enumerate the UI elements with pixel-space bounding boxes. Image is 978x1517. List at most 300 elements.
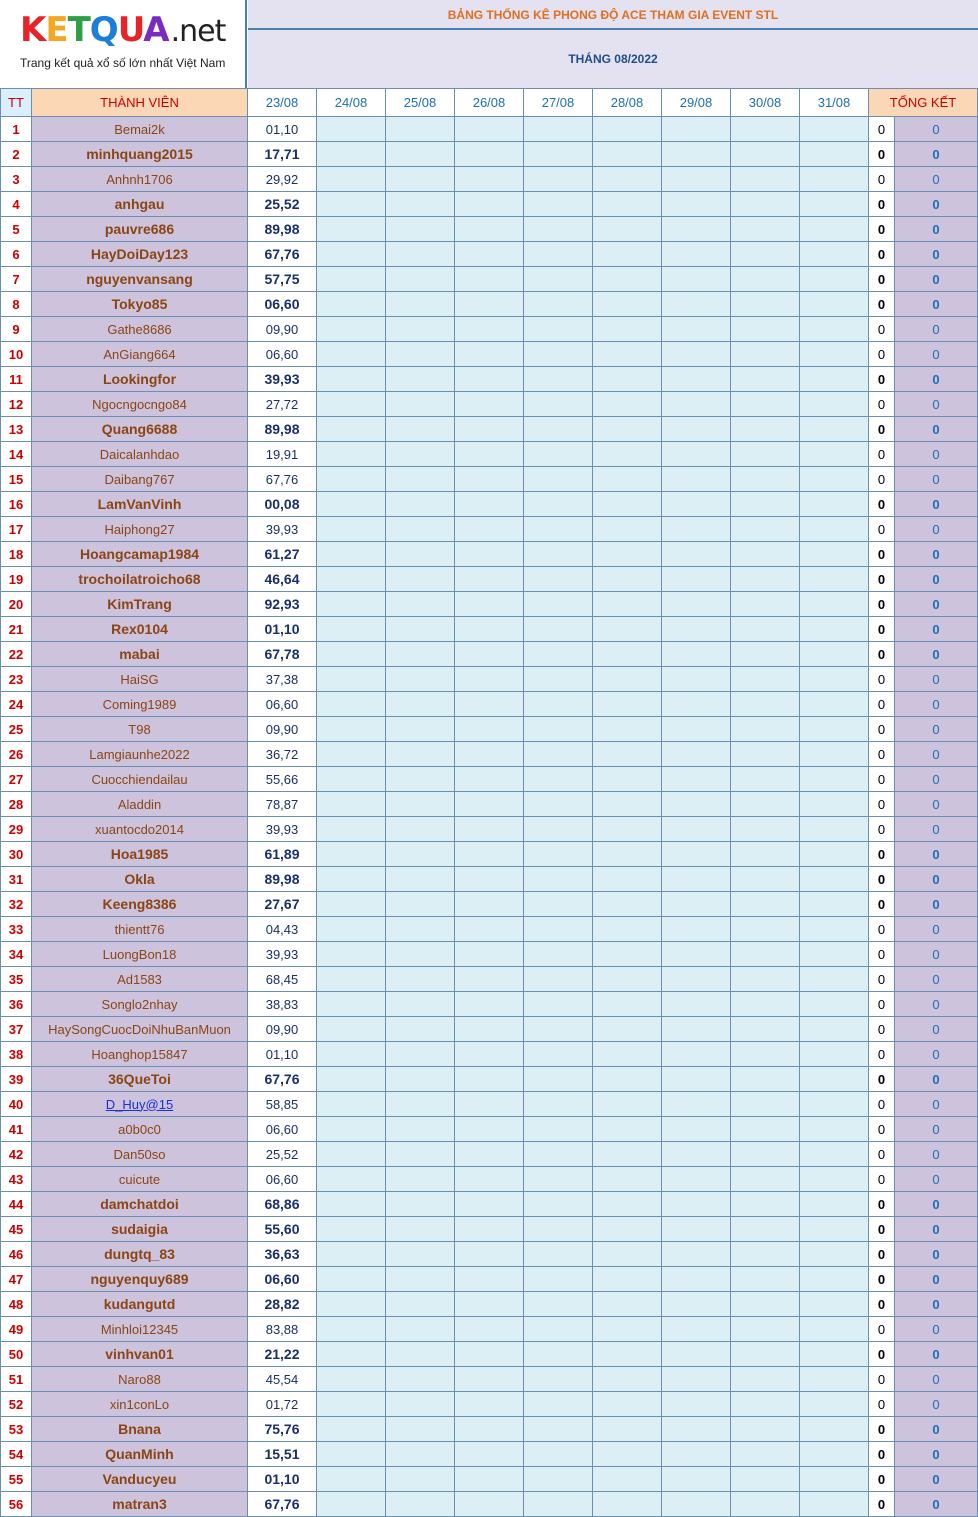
day-cell-empty[interactable] xyxy=(593,567,662,592)
day-cell-empty[interactable] xyxy=(662,492,731,517)
day-cell-empty[interactable] xyxy=(386,767,455,792)
day-cell-empty[interactable] xyxy=(800,942,869,967)
day-cell-empty[interactable] xyxy=(386,692,455,717)
day-cell-empty[interactable] xyxy=(317,1442,386,1467)
day-cell-empty[interactable] xyxy=(317,1267,386,1292)
day-cell-empty[interactable] xyxy=(455,1342,524,1367)
day-cell-empty[interactable] xyxy=(662,1342,731,1367)
day-cell-empty[interactable] xyxy=(731,542,800,567)
day-cell-empty[interactable] xyxy=(524,1167,593,1192)
day-cell-empty[interactable] xyxy=(593,167,662,192)
day-cell-empty[interactable] xyxy=(524,1117,593,1142)
day-cell-empty[interactable] xyxy=(800,617,869,642)
day-cell-empty[interactable] xyxy=(593,242,662,267)
day-cell-empty[interactable] xyxy=(800,1342,869,1367)
day-cell-empty[interactable] xyxy=(524,392,593,417)
day-cell-empty[interactable] xyxy=(593,1042,662,1067)
day-cell-empty[interactable] xyxy=(524,467,593,492)
day-cell-empty[interactable] xyxy=(593,1142,662,1167)
day-cell-empty[interactable] xyxy=(662,442,731,467)
day-cell-empty[interactable] xyxy=(662,942,731,967)
day-cell-empty[interactable] xyxy=(317,1117,386,1142)
day-cell-empty[interactable] xyxy=(524,917,593,942)
day-cell-empty[interactable] xyxy=(731,1267,800,1292)
day-cell-empty[interactable] xyxy=(800,1467,869,1492)
day-cell-empty[interactable] xyxy=(386,492,455,517)
day-cell-empty[interactable] xyxy=(524,142,593,167)
day-cell-empty[interactable] xyxy=(593,792,662,817)
day-cell-empty[interactable] xyxy=(593,1017,662,1042)
day-cell-empty[interactable] xyxy=(800,917,869,942)
day-cell-empty[interactable] xyxy=(386,1267,455,1292)
day-cell-empty[interactable] xyxy=(455,767,524,792)
day-cell-empty[interactable] xyxy=(386,1342,455,1367)
day-cell-empty[interactable] xyxy=(593,1192,662,1217)
day-cell-empty[interactable] xyxy=(386,567,455,592)
day-cell-empty[interactable] xyxy=(455,842,524,867)
day-cell-empty[interactable] xyxy=(662,692,731,717)
day-cell-empty[interactable] xyxy=(662,1192,731,1217)
day-cell-empty[interactable] xyxy=(800,117,869,142)
day-cell-empty[interactable] xyxy=(317,1067,386,1092)
day-cell-empty[interactable] xyxy=(731,1167,800,1192)
day-cell-empty[interactable] xyxy=(593,492,662,517)
day-cell-empty[interactable] xyxy=(593,517,662,542)
day-cell-empty[interactable] xyxy=(386,1042,455,1067)
day-cell-empty[interactable] xyxy=(593,192,662,217)
day-cell-empty[interactable] xyxy=(386,867,455,892)
day-cell-empty[interactable] xyxy=(800,317,869,342)
day-cell-empty[interactable] xyxy=(731,392,800,417)
day-cell-empty[interactable] xyxy=(731,1192,800,1217)
day-cell-empty[interactable] xyxy=(662,542,731,567)
day-cell-empty[interactable] xyxy=(455,1192,524,1217)
day-cell-empty[interactable] xyxy=(662,192,731,217)
day-cell-empty[interactable] xyxy=(455,317,524,342)
day-cell-empty[interactable] xyxy=(386,417,455,442)
day-cell-empty[interactable] xyxy=(317,242,386,267)
day-cell-empty[interactable] xyxy=(593,1442,662,1467)
day-cell-empty[interactable] xyxy=(317,292,386,317)
day-cell-empty[interactable] xyxy=(386,517,455,542)
day-cell-empty[interactable] xyxy=(455,1117,524,1142)
day-cell-empty[interactable] xyxy=(386,1392,455,1417)
day-cell-empty[interactable] xyxy=(455,717,524,742)
day-cell-empty[interactable] xyxy=(317,467,386,492)
day-cell-empty[interactable] xyxy=(731,342,800,367)
day-cell-empty[interactable] xyxy=(455,292,524,317)
day-cell-empty[interactable] xyxy=(593,867,662,892)
day-cell-empty[interactable] xyxy=(386,167,455,192)
day-cell-empty[interactable] xyxy=(455,817,524,842)
day-cell-empty[interactable] xyxy=(662,342,731,367)
day-cell-empty[interactable] xyxy=(662,1017,731,1042)
day-cell-empty[interactable] xyxy=(524,417,593,442)
day-cell-empty[interactable] xyxy=(386,292,455,317)
day-cell-empty[interactable] xyxy=(593,392,662,417)
day-cell-empty[interactable] xyxy=(731,317,800,342)
day-cell-empty[interactable] xyxy=(317,842,386,867)
day-cell-empty[interactable] xyxy=(524,617,593,642)
day-cell-empty[interactable] xyxy=(524,592,593,617)
day-cell-empty[interactable] xyxy=(800,217,869,242)
day-cell-empty[interactable] xyxy=(317,967,386,992)
day-cell-empty[interactable] xyxy=(455,1492,524,1517)
day-cell-empty[interactable] xyxy=(800,1067,869,1092)
day-cell-empty[interactable] xyxy=(386,317,455,342)
day-cell-empty[interactable] xyxy=(317,317,386,342)
day-cell-empty[interactable] xyxy=(800,1017,869,1042)
day-cell-empty[interactable] xyxy=(524,767,593,792)
day-cell-empty[interactable] xyxy=(731,992,800,1017)
day-cell-empty[interactable] xyxy=(386,842,455,867)
day-cell-empty[interactable] xyxy=(593,992,662,1017)
day-cell-empty[interactable] xyxy=(386,992,455,1017)
day-cell-empty[interactable] xyxy=(524,367,593,392)
day-cell-empty[interactable] xyxy=(593,642,662,667)
day-cell-empty[interactable] xyxy=(524,167,593,192)
day-cell-empty[interactable] xyxy=(593,342,662,367)
day-cell-empty[interactable] xyxy=(386,267,455,292)
day-cell-empty[interactable] xyxy=(386,1067,455,1092)
day-cell-empty[interactable] xyxy=(317,917,386,942)
day-cell-empty[interactable] xyxy=(731,467,800,492)
day-cell-empty[interactable] xyxy=(455,642,524,667)
day-cell-empty[interactable] xyxy=(800,1042,869,1067)
day-cell-empty[interactable] xyxy=(593,442,662,467)
day-cell-empty[interactable] xyxy=(317,542,386,567)
day-cell-empty[interactable] xyxy=(593,1342,662,1367)
day-cell-empty[interactable] xyxy=(524,542,593,567)
day-cell-empty[interactable] xyxy=(317,1492,386,1517)
day-cell-empty[interactable] xyxy=(662,1167,731,1192)
day-cell-empty[interactable] xyxy=(317,367,386,392)
day-cell-empty[interactable] xyxy=(317,1092,386,1117)
day-cell-empty[interactable] xyxy=(455,1417,524,1442)
day-cell-empty[interactable] xyxy=(662,467,731,492)
day-cell-empty[interactable] xyxy=(662,642,731,667)
day-cell-empty[interactable] xyxy=(455,692,524,717)
day-cell-empty[interactable] xyxy=(386,617,455,642)
day-cell-empty[interactable] xyxy=(593,692,662,717)
day-cell-empty[interactable] xyxy=(317,892,386,917)
day-cell-empty[interactable] xyxy=(524,817,593,842)
day-cell-empty[interactable] xyxy=(386,642,455,667)
day-cell-empty[interactable] xyxy=(800,792,869,817)
day-cell-empty[interactable] xyxy=(455,367,524,392)
day-cell-empty[interactable] xyxy=(662,1317,731,1342)
day-cell-empty[interactable] xyxy=(386,717,455,742)
day-cell-empty[interactable] xyxy=(593,1417,662,1442)
day-cell-empty[interactable] xyxy=(455,1242,524,1267)
day-cell-empty[interactable] xyxy=(593,1492,662,1517)
day-cell-empty[interactable] xyxy=(731,1217,800,1242)
day-cell-empty[interactable] xyxy=(317,1417,386,1442)
day-cell-empty[interactable] xyxy=(593,667,662,692)
day-cell-empty[interactable] xyxy=(317,617,386,642)
day-cell-empty[interactable] xyxy=(731,767,800,792)
day-cell-empty[interactable] xyxy=(455,117,524,142)
day-cell-empty[interactable] xyxy=(386,667,455,692)
day-cell-empty[interactable] xyxy=(662,217,731,242)
day-cell-empty[interactable] xyxy=(524,642,593,667)
day-cell-empty[interactable] xyxy=(662,1267,731,1292)
day-cell-empty[interactable] xyxy=(317,592,386,617)
day-cell-empty[interactable] xyxy=(524,717,593,742)
day-cell-empty[interactable] xyxy=(800,542,869,567)
day-cell-empty[interactable] xyxy=(731,117,800,142)
day-cell-empty[interactable] xyxy=(524,317,593,342)
day-cell-empty[interactable] xyxy=(317,417,386,442)
day-cell-empty[interactable] xyxy=(731,492,800,517)
day-cell-empty[interactable] xyxy=(662,1292,731,1317)
day-cell-empty[interactable] xyxy=(662,792,731,817)
day-cell-empty[interactable] xyxy=(386,1417,455,1442)
day-cell-empty[interactable] xyxy=(455,1167,524,1192)
day-cell-empty[interactable] xyxy=(593,1267,662,1292)
day-cell-empty[interactable] xyxy=(731,692,800,717)
day-cell-empty[interactable] xyxy=(317,567,386,592)
day-cell-empty[interactable] xyxy=(800,1167,869,1192)
day-cell-empty[interactable] xyxy=(731,517,800,542)
day-cell-empty[interactable] xyxy=(662,717,731,742)
day-cell-empty[interactable] xyxy=(593,892,662,917)
day-cell-empty[interactable] xyxy=(317,1217,386,1242)
day-cell-empty[interactable] xyxy=(317,1467,386,1492)
day-cell-empty[interactable] xyxy=(731,1292,800,1317)
day-cell-empty[interactable] xyxy=(731,917,800,942)
day-cell-empty[interactable] xyxy=(386,1292,455,1317)
day-cell-empty[interactable] xyxy=(800,817,869,842)
day-cell-empty[interactable] xyxy=(800,767,869,792)
day-cell-empty[interactable] xyxy=(593,742,662,767)
day-cell-empty[interactable] xyxy=(455,1042,524,1067)
day-cell-empty[interactable] xyxy=(524,967,593,992)
day-cell-empty[interactable] xyxy=(731,1067,800,1092)
day-cell-empty[interactable] xyxy=(524,1342,593,1367)
day-cell-empty[interactable] xyxy=(317,142,386,167)
day-cell-empty[interactable] xyxy=(800,442,869,467)
day-cell-empty[interactable] xyxy=(731,1492,800,1517)
day-cell-empty[interactable] xyxy=(317,817,386,842)
day-cell-empty[interactable] xyxy=(386,592,455,617)
day-cell-empty[interactable] xyxy=(800,667,869,692)
day-cell-empty[interactable] xyxy=(593,967,662,992)
day-cell-empty[interactable] xyxy=(731,942,800,967)
day-cell-empty[interactable] xyxy=(662,292,731,317)
day-cell-empty[interactable] xyxy=(386,367,455,392)
day-cell-empty[interactable] xyxy=(593,1367,662,1392)
day-cell-empty[interactable] xyxy=(455,942,524,967)
day-cell-empty[interactable] xyxy=(455,542,524,567)
day-cell-empty[interactable] xyxy=(317,642,386,667)
day-cell-empty[interactable] xyxy=(731,1367,800,1392)
day-cell-empty[interactable] xyxy=(386,1092,455,1117)
day-cell-empty[interactable] xyxy=(524,1267,593,1292)
day-cell-empty[interactable] xyxy=(524,567,593,592)
day-cell-empty[interactable] xyxy=(455,1442,524,1467)
day-cell-empty[interactable] xyxy=(317,1017,386,1042)
day-cell-empty[interactable] xyxy=(662,867,731,892)
day-cell-empty[interactable] xyxy=(386,1317,455,1342)
day-cell-empty[interactable] xyxy=(317,717,386,742)
day-cell-empty[interactable] xyxy=(386,742,455,767)
day-cell-empty[interactable] xyxy=(800,517,869,542)
day-cell-empty[interactable] xyxy=(317,742,386,767)
day-cell-empty[interactable] xyxy=(386,817,455,842)
day-cell-empty[interactable] xyxy=(731,817,800,842)
day-cell-empty[interactable] xyxy=(455,1292,524,1317)
day-cell-empty[interactable] xyxy=(455,1392,524,1417)
day-cell-empty[interactable] xyxy=(593,1467,662,1492)
day-cell-empty[interactable] xyxy=(662,242,731,267)
day-cell-empty[interactable] xyxy=(800,892,869,917)
day-cell-empty[interactable] xyxy=(731,242,800,267)
day-cell-empty[interactable] xyxy=(455,342,524,367)
day-cell-empty[interactable] xyxy=(524,267,593,292)
day-cell-empty[interactable] xyxy=(524,1492,593,1517)
day-cell-empty[interactable] xyxy=(731,717,800,742)
day-cell-empty[interactable] xyxy=(524,1317,593,1342)
day-cell-empty[interactable] xyxy=(731,742,800,767)
day-cell-empty[interactable] xyxy=(731,792,800,817)
day-cell-empty[interactable] xyxy=(593,317,662,342)
day-cell-empty[interactable] xyxy=(317,1167,386,1192)
day-cell-empty[interactable] xyxy=(524,1292,593,1317)
day-cell-empty[interactable] xyxy=(455,667,524,692)
day-cell-empty[interactable] xyxy=(317,1392,386,1417)
day-cell-empty[interactable] xyxy=(593,217,662,242)
day-cell-empty[interactable] xyxy=(455,742,524,767)
day-cell-empty[interactable] xyxy=(731,617,800,642)
day-cell-empty[interactable] xyxy=(731,867,800,892)
day-cell-empty[interactable] xyxy=(524,1042,593,1067)
day-cell-empty[interactable] xyxy=(386,217,455,242)
day-cell-empty[interactable] xyxy=(317,392,386,417)
day-cell-empty[interactable] xyxy=(524,992,593,1017)
day-cell-empty[interactable] xyxy=(524,892,593,917)
day-cell-empty[interactable] xyxy=(800,1317,869,1342)
day-cell-empty[interactable] xyxy=(731,642,800,667)
day-cell-empty[interactable] xyxy=(731,1317,800,1342)
day-cell-empty[interactable] xyxy=(800,292,869,317)
day-cell-empty[interactable] xyxy=(731,592,800,617)
day-cell-empty[interactable] xyxy=(317,442,386,467)
day-cell-empty[interactable] xyxy=(662,1242,731,1267)
day-cell-empty[interactable] xyxy=(662,567,731,592)
day-cell-empty[interactable] xyxy=(317,1042,386,1067)
day-cell-empty[interactable] xyxy=(593,292,662,317)
day-cell-empty[interactable] xyxy=(731,167,800,192)
day-cell-empty[interactable] xyxy=(386,542,455,567)
day-cell-empty[interactable] xyxy=(593,1117,662,1142)
day-cell-empty[interactable] xyxy=(800,992,869,1017)
day-cell-empty[interactable] xyxy=(731,142,800,167)
day-cell-empty[interactable] xyxy=(524,1092,593,1117)
day-cell-empty[interactable] xyxy=(800,367,869,392)
day-cell-empty[interactable] xyxy=(317,692,386,717)
day-cell-empty[interactable] xyxy=(800,1392,869,1417)
day-cell-empty[interactable] xyxy=(317,117,386,142)
day-cell-empty[interactable] xyxy=(800,717,869,742)
day-cell-empty[interactable] xyxy=(593,817,662,842)
day-cell-empty[interactable] xyxy=(731,292,800,317)
day-cell-empty[interactable] xyxy=(731,892,800,917)
day-cell-empty[interactable] xyxy=(731,1142,800,1167)
day-cell-empty[interactable] xyxy=(800,1442,869,1467)
day-cell-empty[interactable] xyxy=(800,1117,869,1142)
day-cell-empty[interactable] xyxy=(593,917,662,942)
day-cell-empty[interactable] xyxy=(386,142,455,167)
day-cell-empty[interactable] xyxy=(455,592,524,617)
day-cell-empty[interactable] xyxy=(386,1117,455,1142)
day-cell-empty[interactable] xyxy=(455,192,524,217)
day-cell-empty[interactable] xyxy=(800,167,869,192)
day-cell-empty[interactable] xyxy=(800,1267,869,1292)
day-cell-empty[interactable] xyxy=(662,817,731,842)
day-cell-empty[interactable] xyxy=(524,517,593,542)
day-cell-empty[interactable] xyxy=(662,117,731,142)
day-cell-empty[interactable] xyxy=(386,917,455,942)
day-cell-empty[interactable] xyxy=(731,1117,800,1142)
day-cell-empty[interactable] xyxy=(455,1017,524,1042)
day-cell-empty[interactable] xyxy=(524,667,593,692)
day-cell-empty[interactable] xyxy=(662,267,731,292)
day-cell-empty[interactable] xyxy=(662,917,731,942)
day-cell-empty[interactable] xyxy=(455,567,524,592)
day-cell-empty[interactable] xyxy=(317,1192,386,1217)
day-cell-empty[interactable] xyxy=(800,1492,869,1517)
day-cell-empty[interactable] xyxy=(386,892,455,917)
day-cell-empty[interactable] xyxy=(455,217,524,242)
day-cell-empty[interactable] xyxy=(662,742,731,767)
day-cell-empty[interactable] xyxy=(662,967,731,992)
day-cell-empty[interactable] xyxy=(800,642,869,667)
day-cell-empty[interactable] xyxy=(662,767,731,792)
day-cell-empty[interactable] xyxy=(455,1067,524,1092)
day-cell-empty[interactable] xyxy=(662,317,731,342)
day-cell-empty[interactable] xyxy=(317,492,386,517)
day-cell-empty[interactable] xyxy=(800,192,869,217)
day-cell-empty[interactable] xyxy=(386,942,455,967)
day-cell-empty[interactable] xyxy=(317,267,386,292)
day-cell-empty[interactable] xyxy=(524,242,593,267)
day-cell-empty[interactable] xyxy=(731,367,800,392)
day-cell-empty[interactable] xyxy=(731,1092,800,1117)
day-cell-empty[interactable] xyxy=(731,967,800,992)
day-cell-empty[interactable] xyxy=(317,217,386,242)
day-cell-empty[interactable] xyxy=(455,1367,524,1392)
day-cell-empty[interactable] xyxy=(800,842,869,867)
day-cell-empty[interactable] xyxy=(800,742,869,767)
day-cell-empty[interactable] xyxy=(386,242,455,267)
day-cell-empty[interactable] xyxy=(662,892,731,917)
logo-block[interactable] xyxy=(0,0,247,88)
day-cell-empty[interactable] xyxy=(524,867,593,892)
day-cell-empty[interactable] xyxy=(731,1242,800,1267)
day-cell-empty[interactable] xyxy=(455,242,524,267)
day-cell-empty[interactable] xyxy=(731,1392,800,1417)
day-cell-empty[interactable] xyxy=(524,742,593,767)
day-cell-empty[interactable] xyxy=(662,167,731,192)
day-cell-empty[interactable] xyxy=(317,1317,386,1342)
day-cell-empty[interactable] xyxy=(731,667,800,692)
day-cell-empty[interactable] xyxy=(731,267,800,292)
day-cell-empty[interactable] xyxy=(800,1367,869,1392)
day-cell-empty[interactable] xyxy=(662,1442,731,1467)
day-cell-empty[interactable] xyxy=(524,1242,593,1267)
day-cell-empty[interactable] xyxy=(317,1342,386,1367)
